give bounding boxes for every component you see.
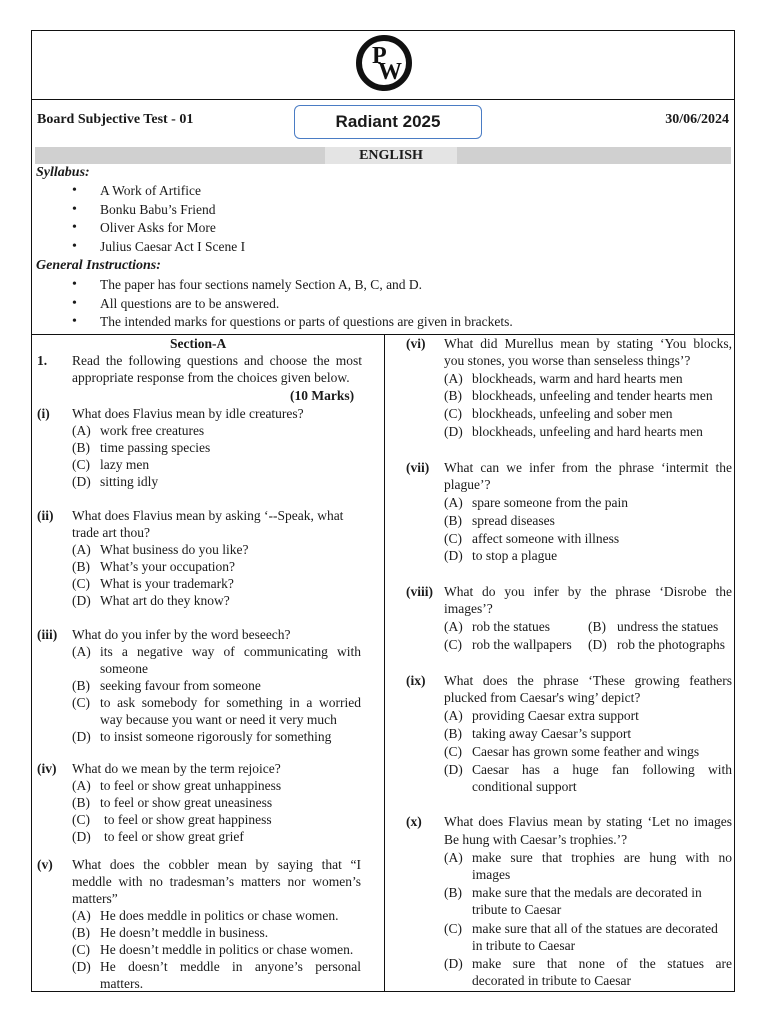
question-text: plague’?	[444, 477, 491, 492]
syllabus-heading: Syllabus:	[36, 165, 90, 180]
option-text: blockheads, warm and hard hearts men	[472, 371, 683, 386]
question-text: appropriate response from the choices given below.	[72, 370, 350, 385]
question-text: matters”	[72, 891, 118, 906]
syllabus-item: • Oliver Asks for More	[32, 219, 245, 238]
option-label: (A)	[72, 423, 91, 438]
marks-label: (10 Marks)	[290, 388, 355, 403]
question-text: What does the phrase ‘These growing feathers	[444, 673, 732, 688]
option-label: (D)	[444, 956, 463, 971]
option-text: someone	[100, 661, 148, 676]
instruction-item: • All questions are to be answered.	[32, 295, 513, 314]
option-text: rob the statues	[472, 619, 550, 634]
question-text: What did Murellus mean by stating ‘You blocks,	[444, 336, 732, 351]
option-text: taking away Caesar’s support	[472, 726, 632, 741]
instruction-item: • The paper has four sections namely Section A, B, C, and D.	[32, 276, 513, 295]
option-text: Caesar has a huge fan following with	[472, 762, 732, 777]
question-text: What does Flavius mean by asking ‘--Speak, what	[72, 508, 344, 523]
option-text: rob the photographs	[617, 637, 725, 652]
header-divider	[32, 99, 734, 100]
option-text: He does meddle in politics or chase women.	[100, 908, 339, 923]
option-label: (B)	[72, 440, 90, 455]
question-text: What does Flavius mean by idle creatures?	[72, 406, 304, 421]
option-label: (C)	[444, 406, 462, 421]
option-text: affect someone with illness	[472, 531, 620, 546]
instructions-heading: General Instructions:	[36, 258, 161, 273]
instruction-item: • The intended marks for questions or parts of questions are given in brackets.	[32, 313, 513, 332]
option-text: rob the wallpapers	[472, 637, 572, 652]
option-label: (C)	[72, 457, 90, 472]
question-text: What do you infer by the phrase ‘Disrobe the	[444, 584, 732, 599]
option-text: What’s your occupation?	[100, 559, 235, 574]
syllabus-item: • Julius Caesar Act I Scene I	[32, 238, 245, 257]
option-text: matters.	[100, 976, 144, 991]
option-label: (B)	[444, 388, 462, 403]
option-label: (D)	[72, 474, 91, 489]
option-label: (C)	[72, 942, 90, 957]
option-text: in tribute to Caesar	[472, 938, 576, 953]
option-label: (C)	[72, 695, 90, 710]
option-text: What art do they know?	[100, 593, 230, 608]
question-text: plucked from Caesar's wing’ depict?	[444, 690, 641, 705]
question-text: What do we mean by the term rejoice?	[72, 761, 281, 776]
option-label: (D)	[444, 762, 463, 777]
question-text: What do you infer by the word beseech?	[72, 627, 291, 642]
question-number: (ix)	[406, 673, 426, 688]
question-text: What does Flavius mean by stating ‘Let no images	[444, 814, 732, 829]
question-number: (i)	[37, 406, 50, 421]
option-text: blockheads, unfeeling and hard hearts men	[472, 424, 703, 439]
option-label: (B)	[444, 726, 462, 741]
option-text: He doesn’t meddle in business.	[100, 925, 269, 940]
question-text: you stones, you worse than senseless things’?	[444, 353, 691, 368]
option-label: (D)	[72, 829, 91, 844]
option-label: (D)	[444, 424, 463, 439]
question-number: 1.	[37, 353, 48, 368]
option-label: (A)	[444, 371, 463, 386]
option-text: spare someone from the pain	[472, 495, 628, 510]
syllabus-list	[32, 182, 245, 256]
test-date: 30/06/2024	[665, 112, 729, 127]
subject-label: ENGLISH	[325, 147, 457, 164]
question-text: Be hung with Caesar’s trophies.’?	[444, 832, 628, 847]
section-title: Section-A	[170, 336, 227, 351]
question-number: (vii)	[406, 460, 430, 475]
option-label: (D)	[444, 548, 463, 563]
option-label: (C)	[72, 576, 90, 591]
option-label: (B)	[588, 619, 606, 634]
question-number: (ii)	[37, 508, 54, 523]
option-label: (A)	[72, 644, 91, 659]
option-text: blockheads, unfeeling and tender hearts men	[472, 388, 713, 403]
question-number: (vi)	[406, 336, 426, 351]
syllabus-item: • A Work of Artifice	[32, 182, 245, 201]
option-label: (A)	[72, 778, 91, 793]
option-text: providing Caesar extra support	[472, 708, 639, 723]
option-text: undress the statues	[617, 619, 719, 634]
option-label: (A)	[444, 850, 463, 865]
option-label: (A)	[72, 908, 91, 923]
option-label: (B)	[72, 925, 90, 940]
option-text: to feel or show great happiness	[104, 812, 272, 827]
pw-logo-icon: P W	[356, 35, 412, 91]
option-label: (A)	[444, 619, 463, 634]
option-label: (A)	[72, 542, 91, 557]
option-label: (D)	[72, 593, 91, 608]
column-divider	[384, 334, 385, 991]
option-text: He doesn’t meddle in politics or chase women.	[100, 942, 354, 957]
option-text: Caesar has grown some feather and wings	[472, 744, 700, 759]
question-text: trade art thou?	[72, 525, 150, 540]
option-label: (B)	[444, 885, 462, 900]
question-number: (iv)	[37, 761, 57, 776]
option-text: He doesn’t meddle in anyone’s personal	[100, 959, 361, 974]
option-text: way because you want or need it very much	[100, 712, 337, 727]
syllabus-item: • Bonku Babu’s Friend	[32, 201, 245, 220]
option-label: (A)	[444, 708, 463, 723]
option-text: tribute to Caesar	[472, 902, 562, 917]
option-text: make sure that none of the statues are	[472, 956, 732, 971]
question-number: (x)	[406, 814, 422, 829]
option-text: make sure that all of the statues are decorated	[472, 921, 718, 936]
question-number: (iii)	[37, 627, 58, 642]
option-label: (C)	[444, 744, 462, 759]
question-text: meddle with no tradesman’s matters nor women’s	[72, 874, 361, 889]
option-text: make sure that the medals are decorated in	[472, 885, 702, 900]
option-text: to stop a plague	[472, 548, 558, 563]
option-text: spread diseases	[472, 513, 555, 528]
option-text: work free creatures	[100, 423, 205, 438]
question-text: images’?	[444, 601, 493, 616]
option-label: (B)	[444, 513, 462, 528]
question-text: Read the following questions and choose the most	[72, 353, 362, 368]
question-text: What does the cobbler mean by saying that “I	[72, 857, 361, 872]
option-label: (C)	[444, 531, 462, 546]
subject-bar	[35, 147, 731, 164]
option-label: (D)	[72, 729, 91, 744]
option-text: images	[472, 867, 511, 882]
option-text: to feel or show great uneasiness	[100, 795, 273, 810]
option-text: conditional support	[472, 779, 577, 794]
option-text: What is your trademark?	[100, 576, 234, 591]
option-text: seeking favour from someone	[100, 678, 261, 693]
option-label: (B)	[72, 559, 90, 574]
option-label: (A)	[444, 495, 463, 510]
test-name: Board Subjective Test - 01	[37, 112, 194, 127]
option-text: What business do you like?	[100, 542, 249, 557]
option-text: to feel or show great grief	[104, 829, 244, 844]
option-text: blockheads, unfeeling and sober men	[472, 406, 673, 421]
option-text: make sure that trophies are hung with no	[472, 850, 732, 865]
option-text: its a negative way of communicating with	[100, 644, 361, 659]
option-text: to insist someone rigorously for something	[100, 729, 332, 744]
option-label: (B)	[72, 678, 90, 693]
brand-box: Radiant 2025	[294, 105, 482, 139]
exam-page	[31, 30, 735, 992]
option-text: to feel or show great unhappiness	[100, 778, 282, 793]
instructions-list	[32, 276, 513, 332]
option-text: to ask somebody for something in a worried	[100, 695, 361, 710]
option-label: (C)	[444, 921, 462, 936]
question-number: (v)	[37, 857, 53, 872]
option-label: (C)	[72, 812, 90, 827]
option-text: sitting idly	[100, 474, 159, 489]
question-text: What can we infer from the phrase ‘intermit the	[444, 460, 732, 475]
option-label: (C)	[444, 637, 462, 652]
question-number: (viii)	[406, 584, 433, 599]
option-text: lazy men	[100, 457, 150, 472]
option-label: (D)	[588, 637, 607, 652]
option-text: time passing species	[100, 440, 211, 455]
option-label: (D)	[72, 959, 91, 974]
option-text: decorated in tribute to Caesar	[472, 973, 631, 988]
option-label: (B)	[72, 795, 90, 810]
